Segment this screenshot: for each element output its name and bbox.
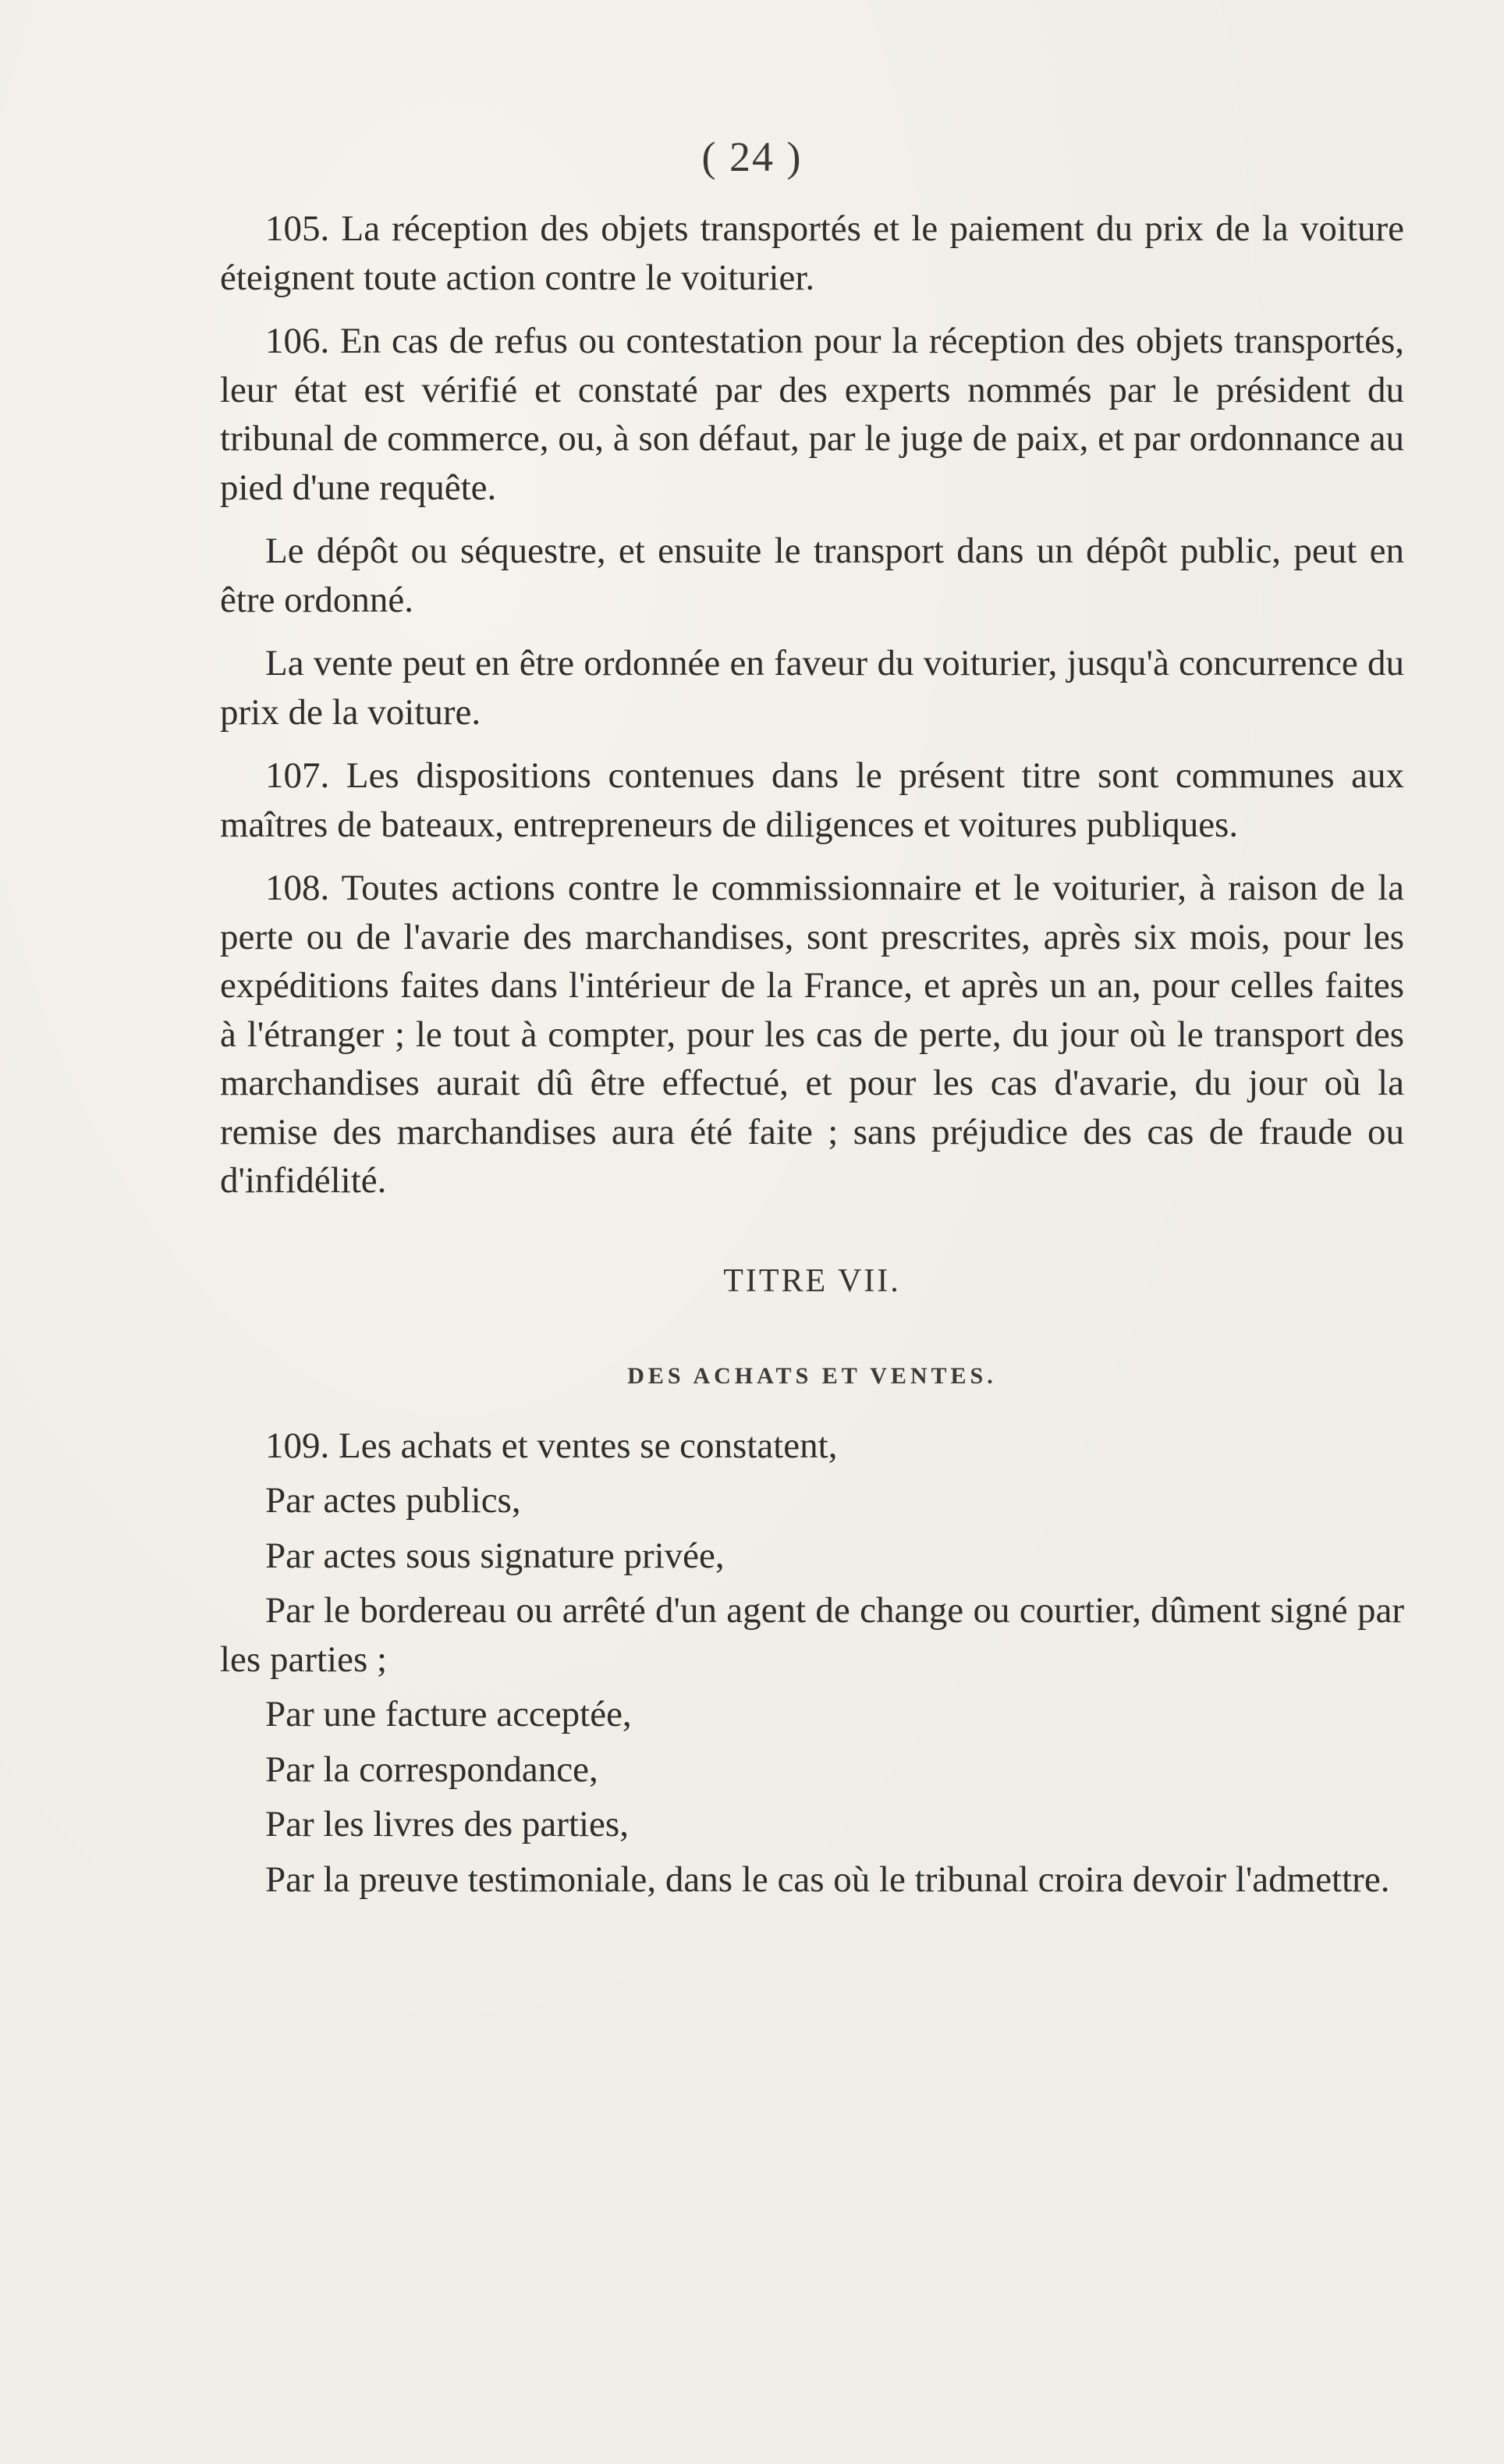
article-106: 106. En cas de refus ou contestation pour la réception des objets transportés, leur état est vérifié et constaté par des experts nommés par le président du tribunal de commerce, ou, à son défaut, par le juge de paix, et par ordonnance au pied d'une requête. — [220, 321, 1404, 508]
article-108: 108. Toutes actions contre le commissionnaire et le voiturier, à raison de la perte ou de l'avarie des marchandises, sont prescrites, après six mois, pour les expéditions faites dans l'intérieur de la France, et après un an, pour celles faites à l'étranger ; le tout à compter, pour les cas de perte, du jour où le transport des marchandises aurait dû être effectué, et pour les cas d'avarie, du jour où la remise des marchandises aura été faite ; sans préjudice des cas de fraude ou d'infidélité. — [220, 868, 1404, 1201]
list-item: Par actes sous signature privée, — [265, 1535, 725, 1576]
list-item: Par le bordereau ou arrêté d'un agent de change ou courtier, dûment signé par les parties ; — [220, 1590, 1404, 1680]
paragraph-depot: Le dépôt ou séquestre, et ensuite le transport dans un dépôt public, peut en être ordonné. — [220, 531, 1404, 620]
article-107: 107. Les dispositions contenues dans le présent titre sont communes aux maîtres de bateaux, entrepreneurs de diligences et voitures publiques. — [220, 755, 1404, 845]
list-item: Par actes publics, — [265, 1480, 521, 1521]
list-item: Par les livres des parties, — [265, 1804, 629, 1844]
page-number: ( 24 ) — [701, 133, 803, 180]
list-item: Par la preuve testimoniale, dans le cas où le tribunal croira devoir l'admettre. — [265, 1859, 1390, 1900]
title-heading: TITRE VII. — [723, 1262, 901, 1299]
article-109: 109. Les achats et ventes se constatent, — [265, 1425, 838, 1466]
article-105: 105. La réception des objets transportés et le paiement du prix de la voiture éteignent toute action contre le voiturier. — [220, 208, 1404, 298]
section-subtitle: DES ACHATS ET VENTES. — [627, 1363, 997, 1389]
list-item: Par la correspondance, — [265, 1749, 598, 1790]
page-body — [220, 204, 1404, 1904]
list-item: Par une facture acceptée, — [265, 1694, 632, 1734]
paragraph-vente: La vente peut en être ordonnée en faveur du voiturier, jusqu'à concurrence du prix de la voiture. — [220, 643, 1404, 733]
